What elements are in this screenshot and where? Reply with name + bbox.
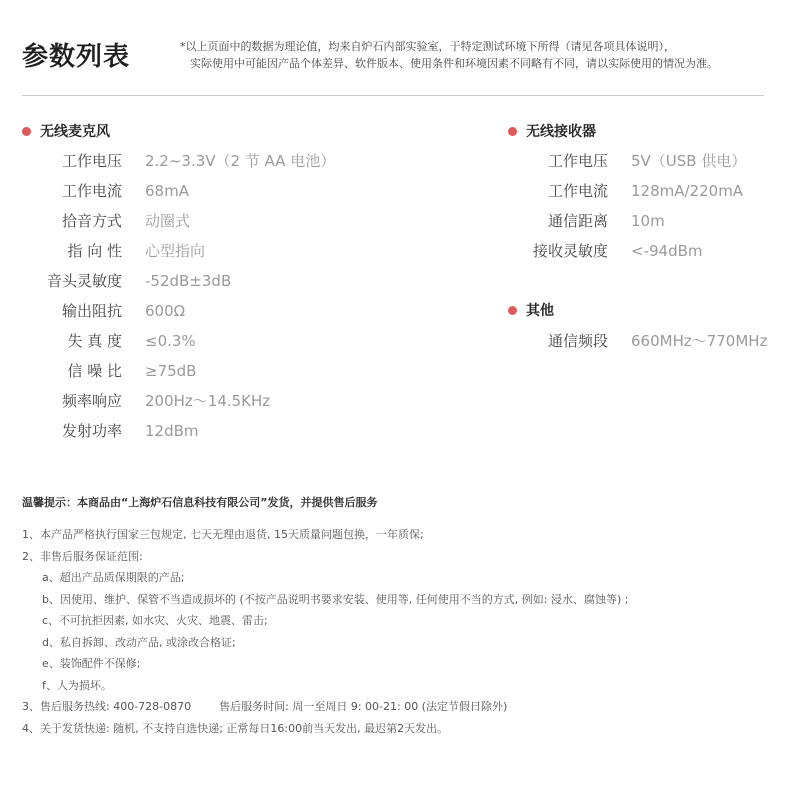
section-heading-other	[508, 300, 554, 320]
spec-value: 10m	[631, 212, 665, 230]
spec-label: 频率响应	[61, 392, 122, 410]
bullet-dot-icon	[22, 127, 31, 136]
terms-item: 1、本产品严格执行国家三包规定, 七天无理由退货, 15天质量问题包换，一年质保;	[22, 528, 424, 541]
spec-label: 信 噪 比	[67, 362, 122, 380]
spec-label: 失 真 度	[67, 332, 122, 350]
section-heading-microphone	[22, 121, 110, 141]
disclaimer-line-1: *以上页面中的数据为理论值，均来自炉石内部实验室，于特定测试环境下所得（请见各项具体说明），	[180, 40, 675, 53]
spec-label: 发射功率	[61, 422, 122, 440]
terms-subitem: b、因使用、维护、保管不当造成损坏的 (不按产品说明书要求安装、使用等, 任何使用不当的方式, 例如: 浸水、腐蚀等) ;	[42, 592, 629, 606]
spec-label: 接收灵敏度	[532, 242, 608, 260]
spec-label: 音头灵敏度	[46, 272, 122, 290]
spec-label: 指 向 性	[67, 242, 122, 260]
service-hotline: 3、售后服务热线: 400-728-0870	[22, 700, 192, 713]
spec-value: 心型指向	[145, 242, 206, 260]
spec-value: -52dB±3dB	[145, 272, 232, 290]
spec-label: 通信频段	[547, 332, 608, 350]
spec-value: 600Ω	[145, 302, 186, 320]
spec-label: 工作电压	[61, 152, 122, 170]
service-terms	[22, 524, 628, 739]
header	[22, 30, 778, 96]
terms-item: 4、关于发货快递: 随机, 不支持自选快递; 正常每日16:00前当天发出, 最迟第2天发出。	[22, 721, 449, 735]
terms-subitem: d、私自拆卸、改动产品, 或涂改合格证;	[42, 635, 236, 649]
spec-value: 200Hz～14.5KHz	[145, 392, 271, 410]
spec-value: 动圈式	[145, 212, 191, 230]
header-divider	[22, 95, 764, 96]
spec-value: 128mA/220mA	[631, 182, 744, 200]
terms-subitem: f、人为损坏。	[42, 678, 112, 692]
terms-subitem: e、装饰配件不保修;	[42, 657, 141, 670]
spec-value: 2.2~3.3V（2 节 AA 电池）	[145, 152, 336, 170]
service-hours: 售后服务时间: 周一至周日 9: 00-21: 00 (法定节假日除外)	[219, 700, 508, 713]
spec-value: 5V（USB 供电）	[631, 152, 747, 170]
disclaimer-line-2: 实际使用中可能因产品个体差异、软件版本、使用条件和环境因素不同略有不同，请以实际使用的情况为准。	[190, 57, 718, 70]
spec-value: ≤0.3%	[145, 332, 196, 350]
spec-label: 通信距离	[547, 212, 608, 230]
spec-label: 输出阻抗	[61, 302, 122, 320]
bullet-dot-icon	[508, 127, 517, 136]
spec-label: 拾音方式	[61, 212, 122, 230]
section-title: 无线麦克风	[40, 124, 110, 140]
spec-value: ≥75dB	[145, 362, 197, 380]
spec-value: 660MHz～770MHz	[631, 332, 768, 350]
spec-value: <-94dBm	[631, 242, 703, 260]
disclaimer-note	[180, 38, 780, 72]
spec-value: 12dBm	[145, 422, 199, 440]
bullet-dot-icon	[508, 306, 517, 315]
section-title: 其他	[526, 303, 554, 319]
spec-label: 工作电流	[547, 182, 608, 200]
terms-subitem: c、不可抗拒因素, 如水灾、火灾、地震、雷击;	[42, 614, 268, 627]
terms-subitem: a、超出产品质保期限的产品;	[42, 571, 185, 584]
section-heading-receiver	[508, 121, 596, 141]
terms-item	[22, 696, 628, 718]
spec-label: 工作电流	[61, 182, 122, 200]
terms-item: 2、非售后服务保证范围:	[22, 549, 143, 563]
section-title: 无线接收器	[526, 124, 596, 140]
service-notice-title: 温馨提示：本商品由“上海炉石信息科技有限公司”发货，并提供售后服务	[22, 496, 378, 509]
spec-value: 68mA	[145, 182, 189, 200]
page-title: 参数列表	[22, 42, 131, 72]
spec-label: 工作电压	[547, 152, 608, 170]
